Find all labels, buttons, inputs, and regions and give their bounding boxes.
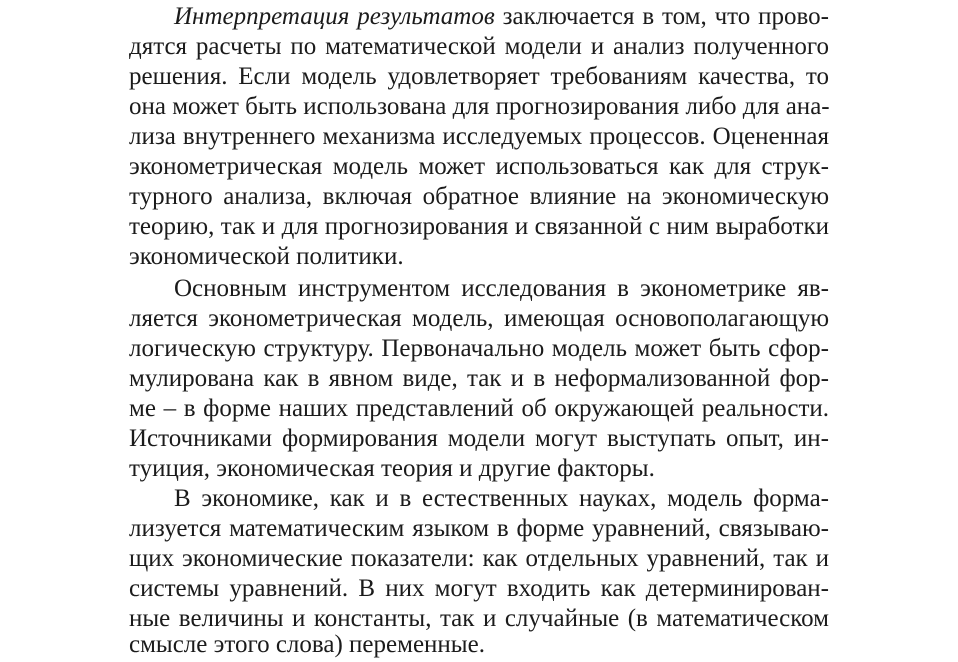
line-text: заключается в том, что прово- [494, 3, 829, 30]
paragraph-2-line-2: ляется эконометрическая модель, имеющая основополагающую [129, 305, 829, 332]
paragraph-1-line-3: решения. Если модель удовлетворяет требованиям качества, то [129, 63, 829, 90]
paragraph-2-line-6: Источниками формирования модели могут выступать опыт, ин- [129, 425, 829, 452]
paragraph-3-line-5: ные величины и константы, так и случайные (в математическом [129, 605, 829, 632]
paragraph-3-line-3: щих экономические показатели: как отдельных уравнений, так и [129, 545, 829, 572]
paragraph-2-line-7: туиция, экономическая теория и другие факторы. [129, 455, 655, 482]
paragraph-2-line-3: логическую структуру. Первоначально модель может быть сфор- [129, 335, 829, 362]
paragraph-1-line-7: турного анализа, включая обратное влияние на экономическую [129, 183, 829, 210]
paragraph-1-line-8: теорию, так и для прогнозирования и связанной с ним выработки [129, 213, 829, 240]
paragraph-3-line-4: системы уравнений. В них могут входить как детерминирован- [129, 575, 829, 602]
paragraph-1-line-4: она может быть использована для прогнозирования либо для ана- [129, 93, 830, 120]
paragraph-1-line-6: эконометрическая модель может использоваться как для струк- [129, 153, 829, 180]
paragraph-1-line-1 [174, 2, 829, 32]
paragraph-2-line-4: мулирована как в явном виде, так и в неформализованной фор- [129, 365, 829, 392]
paragraph-3-line-2: лизуется математическим языком в форме уравнений, связываю- [129, 515, 829, 542]
paragraph-3-line-1: В экономике, как и в естественных науках, модель форма- [174, 485, 829, 512]
paragraph-3-line-6: смысле этого слова) переменные. [129, 631, 485, 658]
italic-term: Интерпретация результатов [174, 3, 495, 30]
paragraph-1-line-2: дятся расчеты по математической модели и анализ полученного [129, 33, 829, 60]
paragraph-1-line-9: экономической политики. [129, 243, 404, 270]
paragraph-2-line-1: Основным инструментом исследования в эконометрике яв- [174, 275, 829, 302]
paragraph-1-line-5: лиза внутреннего механизма исследуемых процессов. Оцененная [129, 123, 829, 150]
paragraph-2-line-5: ме – в форме наших представлений об окружающей реальности. [129, 395, 829, 422]
